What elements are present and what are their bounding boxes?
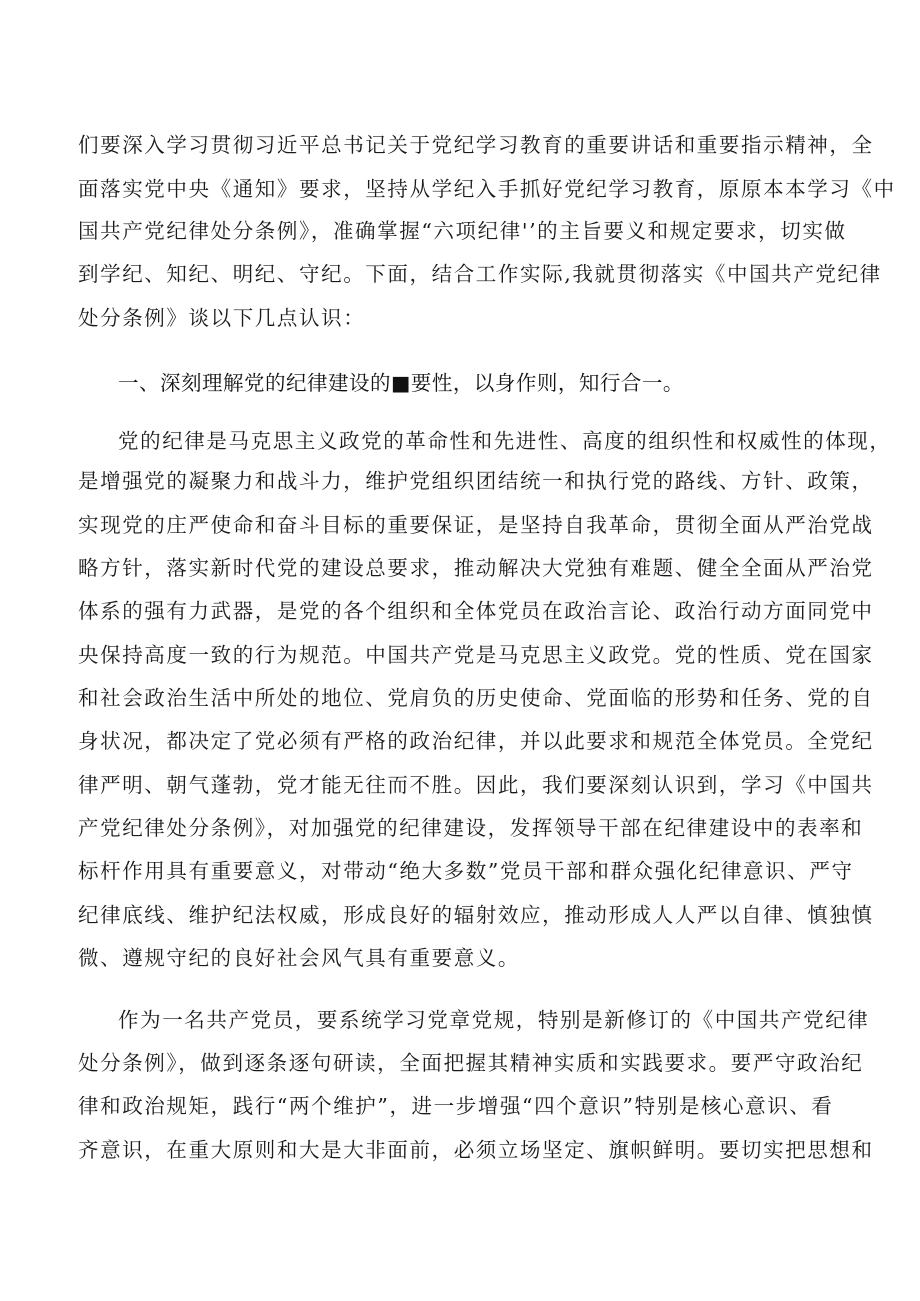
paragraph2-line-3: 律和政治规矩，践行“两个维护”，进一步增强“四个意识”特别是核心意识、看 [78, 1094, 834, 1118]
paragraph1-line-13: 微、遵规守纪的良好社会风气具有重要意义。 [78, 946, 520, 970]
paragraph1-line-2: 是增强党的凝聚力和战斗力，维护党组织团结统一和执行党的路线、方针、政策， [78, 469, 874, 493]
paragraph1-line-8: 身状况，都决定了党必须有严格的政治纪律，并以此要求和规范全体党员。全党纪 [78, 729, 874, 753]
paragraph2-line-1: 作为一名共产党员，要系统学习党章党规，特别是新修订的《中国共产党纪律 [118, 1008, 870, 1032]
paragraph1-line-6: 央保持高度一致的行为规范。中国共产党是马克思主义政党。党的性质、党在国家 [78, 643, 874, 667]
paragraph1-line-4: 略方针，落实新时代党的建设总要求，推动解决大党独有难题、健全全面从严治党 [78, 556, 874, 580]
paragraph1-line-5: 体系的强有力武器，是党的各个组织和全体党员在政治言论、政治行动方面同党中 [78, 599, 874, 623]
paragraph1-line-10: 产党纪律处分条例》，对加强党的纪律建设，发挥领导干部在纪律建设中的表率和 [78, 816, 864, 840]
intro-line-3: 国共产党纪律处分条例》，准确掌握“六项纪律'’的主旨要义和规定要求，切实做 [78, 219, 847, 243]
section-heading: 一、深刻理解党的纪律建设的■要性，以身作则，知行合一。 [118, 371, 684, 395]
paragraph1-line-12: 纪律底线、维护纪法权威，形成良好的辐射效应，推动形成人人严以自律、慎独慎 [78, 903, 874, 927]
paragraph2-line-4: 齐意识，在重大原则和大是大非面前，必须立场坚定、旗帜鲜明。要切实把思想和 [78, 1138, 874, 1162]
paragraph1-line-9: 律严明、朝气蓬勃，党才能无往而不胜。因此，我们要深刻认识到，学习《中国共 [78, 773, 874, 797]
paragraph1-line-7: 和社会政治生活中所处的地位、党肩负的历史使命、党面临的形势和任务、党的自 [78, 686, 874, 710]
intro-line-4: 到学纪、知纪、明纪、守纪。下面，结合工作实际,我就贯彻落实《中国共产党纪律 [78, 262, 882, 286]
paragraph1-line-3: 实现党的庄严使命和奋斗目标的重要保证，是坚持自我革命，贯彻全面从严治党战 [78, 513, 874, 537]
paragraph2-line-2: 处分条例》，做到逐条逐句研读，全面把握其精神实质和实践要求。要严守政治纪 [78, 1051, 864, 1075]
paragraph1-line-1: 党的纪律是马克思主义政党的革命性和先进性、高度的组织性和权威性的体现， [118, 429, 892, 453]
intro-line-1: 们要深入学习贯彻习近平总书记关于党纪学习教育的重要讲话和重要指示精神，全 [78, 133, 874, 157]
intro-line-5: 处分条例》谈以下几点认识： [78, 306, 366, 330]
paragraph1-line-11: 标杆作用具有重要意义，对带动“绝大多数”党员干部和群众强化纪律意识、严守 [78, 859, 854, 883]
intro-line-2: 面落实党中央《通知》要求，坚持从学纪入手抓好党纪学习教育，原原本本学习《中 [78, 177, 896, 201]
